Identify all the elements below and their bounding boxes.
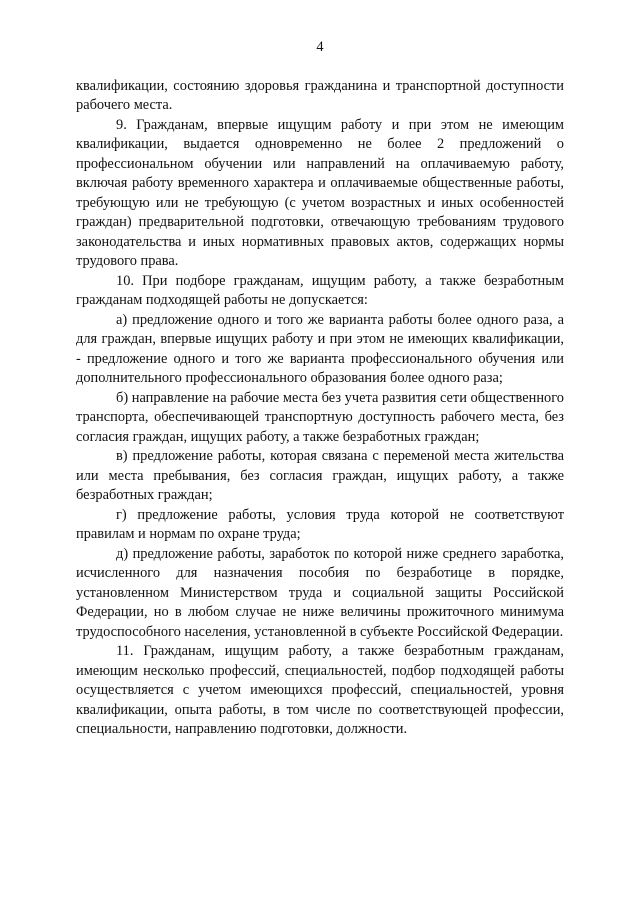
paragraph-10-a: а) предложение одного и того же варианта работы более одного раза, а для граждан, впервые ищущих работу и при этом не имеющих квалификации, - предложение одного и того же варианта профессионального обучения или дополнительного профессионального образования более одного раза; <box>76 311 564 386</box>
paragraph-9: 9. Гражданам, впервые ищущим работу и при этом не имеющим квалификации, выдается одновременно не более 2 предложений о профессиональном обучении или направлений на оплачиваемую работу, включая работу временного характера и оплачиваемые общественные работы, требующую или не требующую (с учетом возрастных и иных особенностей граждан) предварительной подготовки, отвечающую требованиям трудового законодательства и иных нормативных правовых актов, содержащих нормы трудового права. <box>76 116 564 269</box>
page-number: 4 <box>316 39 324 55</box>
paragraph-10-b: б) направление на рабочие места без учета развития сети общественного транспорта, обеспечивающей транспортную доступность рабочего места, без согласия граждан, ищущих работу, а также безработных граждан; <box>76 389 564 445</box>
paragraph-continuation: квалификации, состоянию здоровья гражданина и транспортной доступности рабочего места. <box>76 77 564 113</box>
paragraph-10-g: г) предложение работы, условия труда которой не соответствуют правилам и нормам по охране труда; <box>76 506 564 542</box>
paragraph-10-v: в) предложение работы, которая связана с переменой места жительства или места пребывания, без согласия граждан, ищущих работу, а также безработных граждан; <box>76 448 564 503</box>
paragraph-10-d: д) предложение работы, заработок по которой ниже среднего заработка, исчисленного для назначения пособия по безработице в порядке, установленном Министерством труда и социальной защиты Российской Федерации, но в любом случае не ниже величины прожиточного минимума трудоспособного населения, установленной в субъекте Российской Федерации. <box>76 545 564 640</box>
document-page <box>76 38 564 740</box>
paragraph-11: 11. Гражданам, ищущим работу, а также безработным гражданам, имеющим несколько профессий, специальностей, подбор подходящей работы осуществляется с учетом имеющихся профессий, специальностей, уровня квалификации, опыта работы, в том числе по соответствующей профессии, специальности, направлению подготовки, должности. <box>76 643 564 737</box>
paragraph-10: 10. При подборе гражданам, ищущим работу, а также безработным гражданам подходящей работы не допускается: <box>76 272 564 308</box>
